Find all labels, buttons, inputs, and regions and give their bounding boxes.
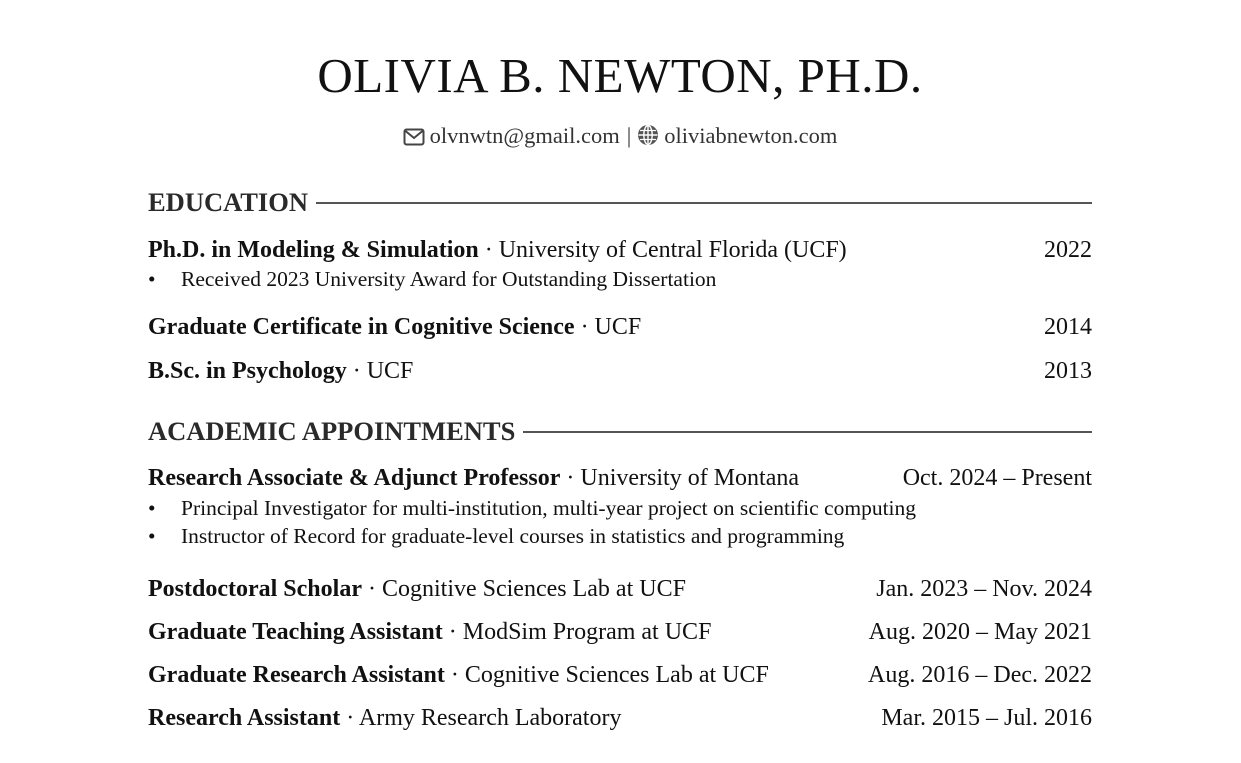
entry-title: Research Assistant [148,705,341,731]
appointment-entry-teaching-assistant [148,617,1092,647]
entry-title: B.Sc. in Psychology [148,358,347,384]
entry-title: Ph.D. in Modeling & Simulation [148,237,479,263]
entry-org: · UCF [352,358,414,384]
bullet-text: Instructor of Record for graduate-level courses in statistics and programming [181,524,845,548]
bullet-dot: • [148,267,156,291]
appointment-entry-postdoc [148,574,1092,604]
appointment-entry-research-assistant [148,703,1092,733]
appointment-entry-research-associate [148,463,1092,493]
education-entry-bsc [148,356,1092,386]
envelope-icon [403,125,425,153]
education-heading [148,186,1092,218]
bullet-dot: • [148,524,156,548]
bullet-dot: • [148,496,156,520]
entry-title: Graduate Certificate in Cognitive Science [148,314,575,340]
website-link[interactable]: oliviabnewton.com [664,123,838,148]
entry-date: 2022 [1044,237,1092,263]
section-title: ACADEMIC APPOINTMENTS [148,416,516,446]
email-link[interactable]: olvnwtn@gmail.com [429,123,620,148]
appointments-heading [148,415,1092,447]
entry-date: Mar. 2015 – Jul. 2016 [881,705,1092,731]
entry-org: · University of Montana [566,465,800,491]
education-entry-certificate [148,312,1092,342]
entry-org: · Cognitive Sciences Lab at UCF [450,662,769,688]
contact-line [148,122,1092,153]
globe-icon [637,124,659,153]
entry-org: · UCF [580,314,642,340]
entry-title: Graduate Teaching Assistant [148,619,443,645]
entry-org: · Cognitive Sciences Lab at UCF [367,576,686,602]
bullet-text: Principal Investigator for multi-institution, multi-year project on scientific computing [181,496,917,520]
entry-date: Jan. 2023 – Nov. 2024 [876,576,1092,602]
entry-title: Graduate Research Assistant [148,662,445,688]
entry-date: 2014 [1044,314,1092,340]
entry-date: Aug. 2020 – May 2021 [868,619,1092,645]
education-entry-phd [148,235,1092,265]
entry-title: Postdoctoral Scholar [148,576,362,602]
entry-date: Oct. 2024 – Present [902,465,1092,491]
section-rule [523,431,1092,433]
entry-org: · ModSim Program at UCF [448,619,712,645]
section-title: EDUCATION [148,187,308,217]
candidate-name: OLIVIA B. NEWTON, PH.D. [317,48,923,103]
section-rule [316,202,1092,204]
contact-separator: | [626,123,632,148]
entry-org: · University of Central Florida (UCF) [484,237,847,263]
entry-date: 2013 [1044,358,1092,384]
entry-org: · Army Research Laboratory [346,705,622,731]
entry-date: Aug. 2016 – Dec. 2022 [868,662,1092,688]
appointment-entry-research-assistant-grad [148,660,1092,690]
entry-title: Research Associate & Adjunct Professor [148,465,561,491]
bullet-text: Received 2023 University Award for Outstanding Dissertation [181,267,717,291]
